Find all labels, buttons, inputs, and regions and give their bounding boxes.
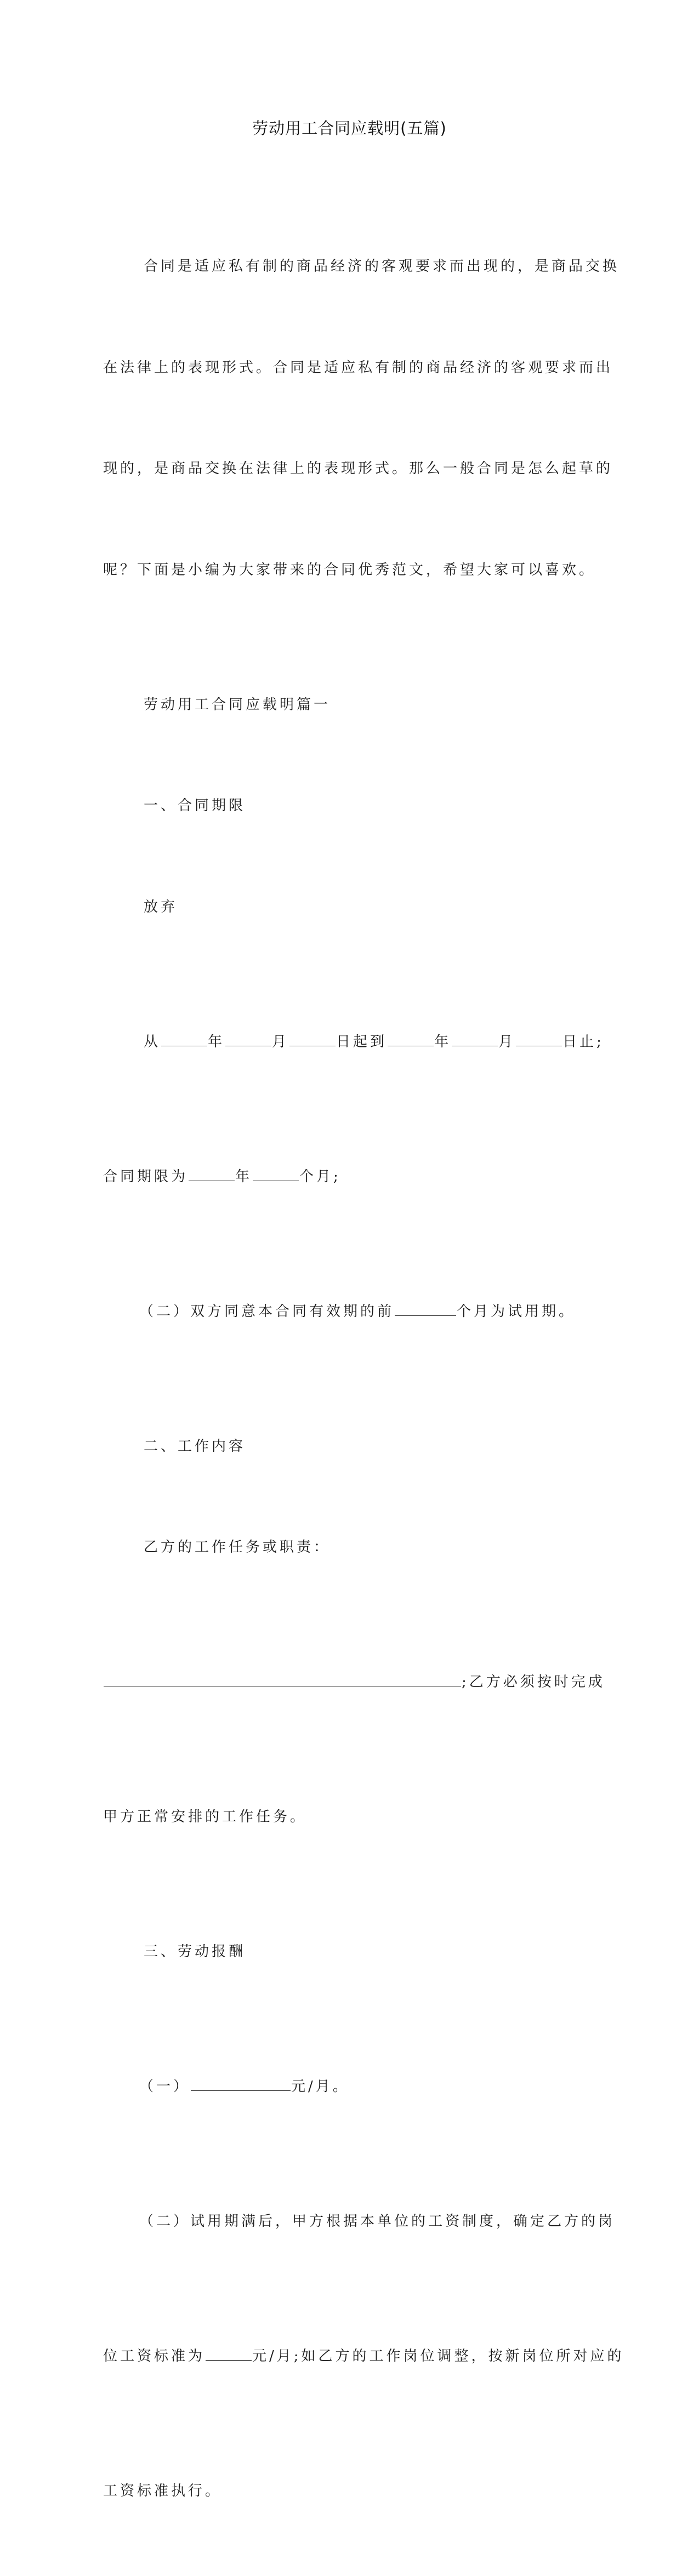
blank-duties bbox=[104, 1673, 461, 1686]
section-heading: 劳动用工合同应载明篇一 bbox=[144, 696, 331, 713]
document-body bbox=[103, 183, 624, 2576]
text-month: 月 bbox=[272, 1033, 289, 1050]
clause3-heading: 三、劳动报酬 bbox=[144, 1944, 246, 1960]
clause2-duties-blank-line bbox=[103, 1666, 605, 1700]
text-term-year: 年 bbox=[235, 1168, 253, 1185]
blank-salary bbox=[191, 2077, 291, 2091]
text-year-2: 年 bbox=[434, 1033, 452, 1050]
text-probation-prefix: （二）双方同意本合同有效期的前 bbox=[139, 1303, 395, 1320]
clause2-tasks: 甲方正常安排的工作任务。 bbox=[103, 1809, 308, 1825]
text-year: 年 bbox=[208, 1033, 225, 1050]
document-title: 劳动用工合同应载明(五篇) bbox=[252, 119, 447, 138]
blank-term-months bbox=[253, 1167, 299, 1181]
text-day-from: 日起到 bbox=[336, 1033, 388, 1050]
text-item2-suffix: 元/月;如乙方的工作岗位调整，按新岗位所对应的 bbox=[252, 2348, 624, 2364]
text-month-2: 月 bbox=[498, 1033, 516, 1050]
text-item1-suffix: 元/月。 bbox=[291, 2078, 350, 2095]
intro-line-1: 合同是适应私有制的商品经济的客观要求而出现的，是商品交换 bbox=[144, 258, 620, 275]
blank-post-salary bbox=[206, 2347, 252, 2361]
blank-end-month bbox=[452, 1033, 498, 1046]
clause2-duties: 乙方的工作任务或职责： bbox=[144, 1539, 331, 1555]
blank-end-day bbox=[516, 1033, 562, 1046]
intro-line-3: 现的，是商品交换在法律上的表现形式。那么一般合同是怎么起草的 bbox=[103, 460, 613, 477]
clause2-heading: 二、工作内容 bbox=[144, 1438, 246, 1455]
clause1-waive: 放弃 bbox=[144, 898, 178, 915]
clause1-heading: 一、合同期限 bbox=[144, 797, 246, 814]
clause1-date-range bbox=[103, 1025, 604, 1059]
text-item1-prefix: （一） bbox=[139, 2078, 191, 2095]
blank-probation-months bbox=[395, 1302, 456, 1316]
text-must-complete: ;乙方必须按时完成 bbox=[462, 1674, 605, 1690]
intro-line-2: 在法律上的表现形式。合同是适应私有制的商品经济的客观要求而出 bbox=[103, 359, 613, 376]
text-probation-suffix: 个月为试用期。 bbox=[457, 1303, 576, 1320]
blank-start-year bbox=[161, 1033, 207, 1046]
clause3-item1 bbox=[103, 2070, 596, 2104]
text-day-to: 日止; bbox=[562, 1033, 604, 1050]
text-from: 从 bbox=[144, 1033, 161, 1050]
blank-start-month bbox=[225, 1033, 271, 1046]
intro-line-4: 呢？下面是小编为大家带来的合同优秀范文，希望大家可以喜欢。 bbox=[103, 561, 596, 578]
text-item2-prefix: 位工资标准为 bbox=[103, 2348, 206, 2364]
blank-start-day bbox=[289, 1033, 336, 1046]
clause1-term bbox=[103, 1160, 596, 1194]
blank-term-years bbox=[189, 1167, 235, 1181]
text-term-months: 个月; bbox=[299, 1168, 341, 1185]
text-term-prefix: 合同期限为 bbox=[103, 1168, 189, 1185]
clause3-item2-line3: 工资标准执行。 bbox=[103, 2483, 223, 2499]
blank-end-year bbox=[388, 1033, 434, 1046]
clause3-item2-line1: （二）试用期满后，甲方根据本单位的工资制度，确定乙方的岗 bbox=[139, 2213, 616, 2230]
clause3-item2-line2 bbox=[103, 2340, 624, 2374]
clause1-probation bbox=[103, 1295, 596, 1329]
